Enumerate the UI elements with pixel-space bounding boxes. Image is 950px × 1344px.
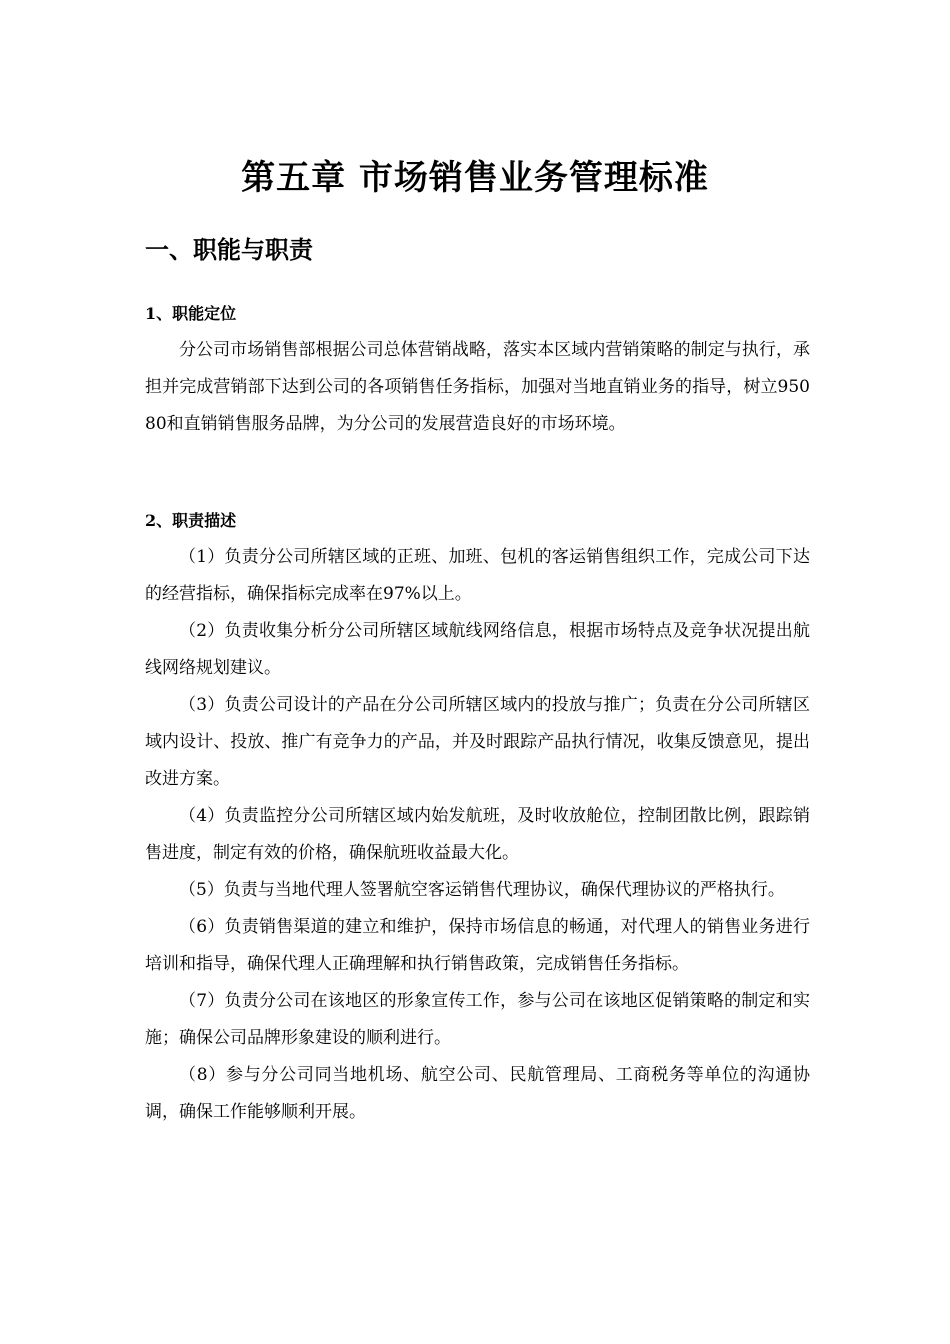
duty-item: （8）参与分公司同当地机场、航空公司、民航管理局、工商税务等单位的沟通协调，确保工作能够顺利开展。 — [145, 1065, 810, 1122]
duty-item: （5）负责与当地代理人签署航空客运销售代理协议，确保代理协议的严格执行。 — [179, 880, 785, 900]
duty-item: （4）负责监控分公司所辖区域内始发航班，及时收放舱位，控制团散比例，跟踪销售进度，制定有效的价格，确保航班收益最大化。 — [145, 806, 810, 863]
chapter-title: 第五章 市场销售业务管理标准 — [241, 158, 709, 198]
paragraph: 分公司市场销售部根据公司总体营销战略，落实本区域内营销策略的制定与执行，承担并完成营销部下达到公司的各项销售任务指标，加强对当地直销业务的指导，树立95080和直销销售服务品牌，为分公司的发展营造良好的市场环境。 — [145, 340, 810, 434]
duty-item: （7）负责分公司在该地区的形象宣传工作，参与公司在该地区促销策略的制定和实施；确保公司品牌形象建设的顺利进行。 — [145, 991, 810, 1048]
duty-item: （1）负责分公司所辖区域的正班、加班、包机的客运销售组织工作，完成公司下达的经营指标，确保指标完成率在97%以上。 — [145, 547, 810, 604]
subsection-duty-description — [145, 503, 810, 1131]
duty-item: （6）负责销售渠道的建立和维护，保持市场信息的畅通，对代理人的销售业务进行培训和指导，确保代理人正确理解和执行销售政策，完成销售任务指标。 — [145, 917, 810, 974]
section-heading: 一、职能与职责 — [145, 235, 313, 264]
duty-item: （2）负责收集分析分公司所辖区域航线网络信息，根据市场特点及竞争状况提出航线网络规划建议。 — [145, 621, 810, 678]
subsection-heading: 2、职责描述 — [145, 511, 237, 530]
duty-item: （3）负责公司设计的产品在分公司所辖区域内的投放与推广；负责在分公司所辖区域内设计、投放、推广有竞争力的产品，并及时跟踪产品执行情况，收集反馈意见，提出改进方案。 — [145, 695, 810, 789]
subsection-function-positioning — [145, 296, 810, 443]
subsection-heading: 1、职能定位 — [145, 304, 237, 323]
